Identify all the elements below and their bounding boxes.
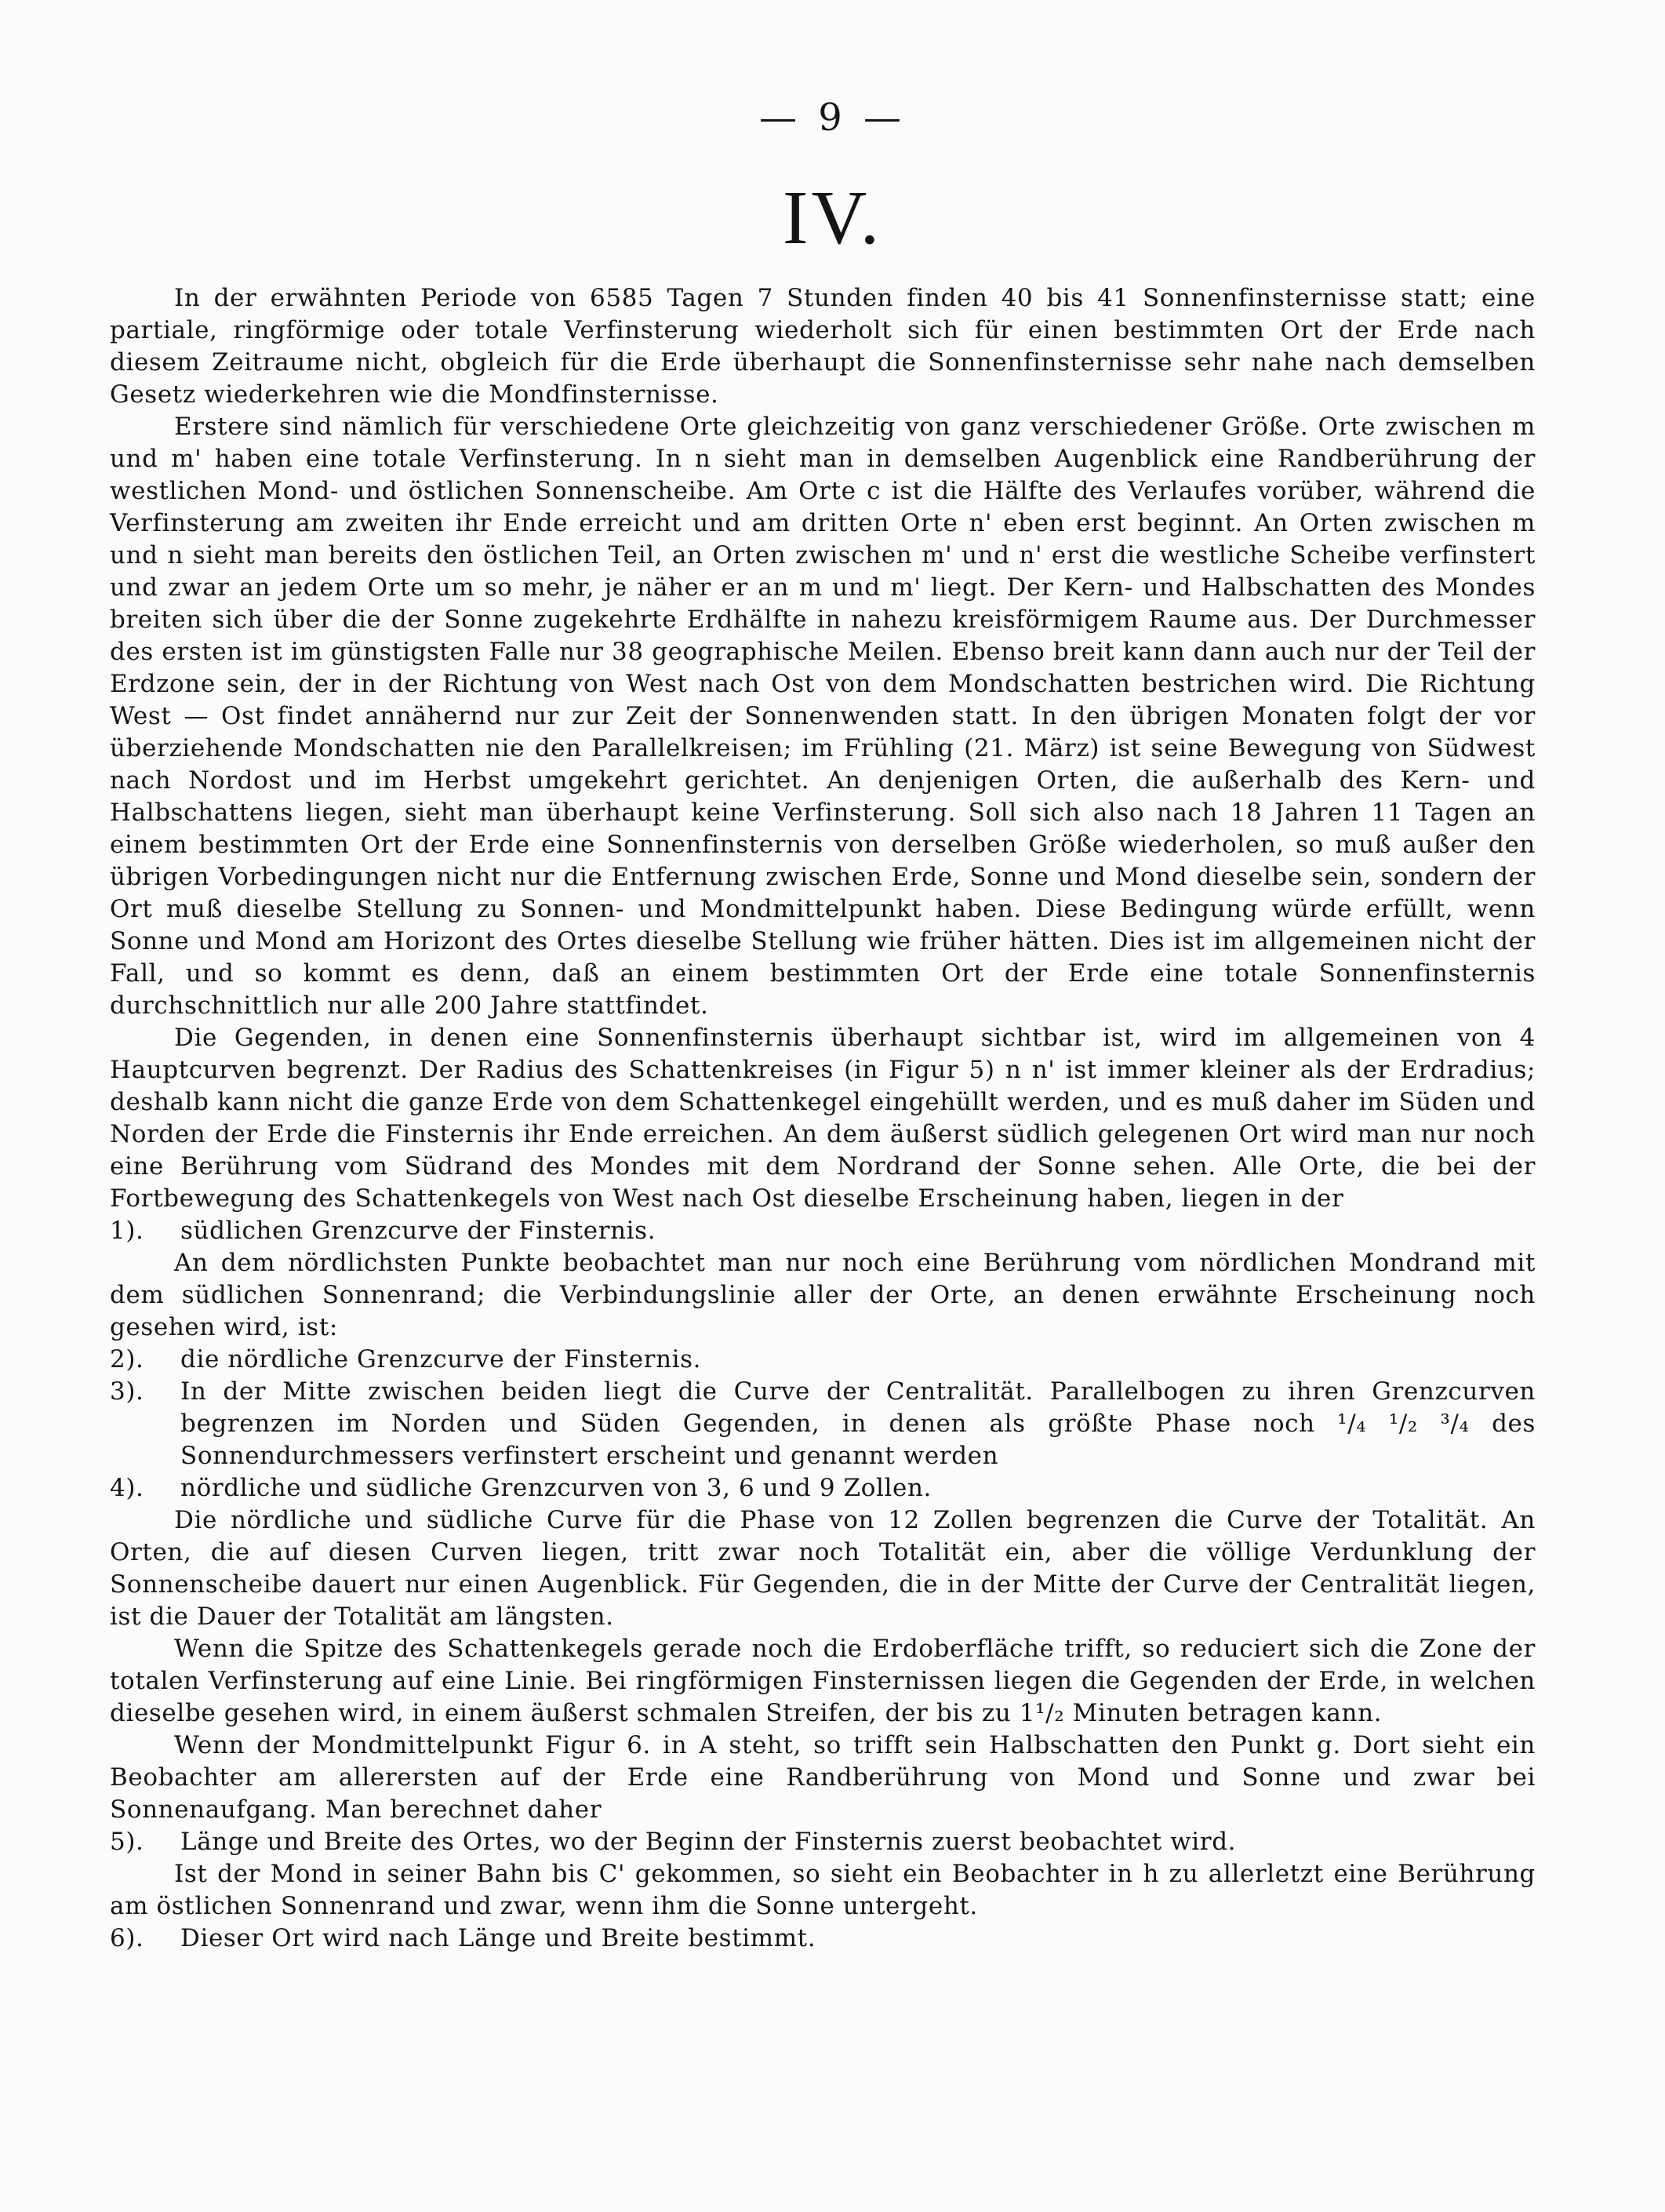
list-item bbox=[110, 1344, 1536, 1376]
list-item-number: 5). bbox=[110, 1828, 144, 1856]
list-item bbox=[110, 1376, 1536, 1472]
list-item-text: die nördliche Grenzcurve der Finsternis. bbox=[180, 1345, 702, 1373]
page-number: — 9 — bbox=[758, 96, 907, 140]
paragraph: Erstere sind nämlich für verschiedene Orte gleichzeitig von ganz verschiedener Größe. Orte zwischen m und m' haben eine totale Verfinsterung. In n sieht man in demselben Augenblick eine Randberührung der westlichen Mond- und östlichen Sonnenscheibe. Am Orte c ist die Hälfte des Verlaufes vorüber, während die Verfinsterung am zweiten ihr Ende erreicht und am dritten Orte n' eben erst beginnt. An Orten zwischen m und n sieht man bereits den östlichen Teil, an Orten zwischen m' und n' erst die westliche Scheibe verfinstert und zwar an jedem Orte um so mehr, je näher er an m und m' liegt. Der Kern- und Halbschatten des Mondes breiten sich über die der Sonne zugekehrte Erdhälfte in nahezu kreisförmigem Raume aus. Der Durchmesser des ersten ist im günstigsten Falle nur 38 geographische Meilen. Ebenso breit kann dann auch nur der Teil der Erdzone sein, der in der Richtung von West nach Ost von dem Mondschatten bestrichen wird. Die Richtung West — Ost findet annähernd nur zur Zeit der Sonnenwenden statt. In den übrigen Monaten folgt der vor überziehende Mondschatten nie den Parallelkreisen; im Frühling (21. März) ist seine Bewegung von Südwest nach Nordost und im Herbst umgekehrt gerichtet. An denjenigen Orten, die außerhalb des Kern- und Halbschattens liegen, sieht man überhaupt keine Verfinsterung. Soll sich also nach 18 Jahren 11 Tagen an einem bestimmten Ort der Erde eine Sonnenfinsternis von derselben Größe wiederholen, so muß außer den übrigen Vorbedingungen nicht nur die Entfernung zwischen Erde, Sonne und Mond dieselbe sein, sondern der Ort muß dieselbe Stellung zu Sonnen- und Mondmittelpunkt haben. Diese Bedingung würde erfüllt, wenn Sonne und Mond am Horizont des Ortes dieselbe Stellung wie früher hätten. Dies ist im allgemeinen nicht der Fall, und so kommt es denn, daß an einem bestimmten Ort der Erde eine totale Sonnenfinsternis durchschnittlich nur alle 200 Jahre stattfindet. bbox=[110, 413, 1536, 1020]
paragraph: Die Gegenden, in denen eine Sonnenfinsternis überhaupt sichtbar ist, wird im allgemeinen von 4 Hauptcurven begrenzt. Der Radius des Schattenkreises (in Figur 5) n n' ist immer kleiner als der Erdradius; deshalb kann nicht die ganze Erde von dem Schattenkegel eingehüllt werden, und es muß daher im Süden und Norden der Erde die Finsternis ihr Ende erreichen. An dem äußerst südlich gelegenen Ort wird man nur noch eine Berührung vom Südrand des Mondes mit dem Nordrand der Sonne sehen. Alle Orte, die bei der Fortbewegung des Schattenkegels von West nach Ost dieselbe Erscheinung haben, liegen in der bbox=[110, 1024, 1536, 1213]
list-item-text: In der Mitte zwischen beiden liegt die Curve der Centralität. Parallelbogen zu ihren Grenzcurven begrenzen im Norden und Süden Gegenden, in denen als größte Phase noch ¹/₄ ¹/₂ ³/₄ des Sonnendurchmessers verfinstert erscheint und genannt werden bbox=[180, 1377, 1536, 1470]
paragraph: Die nördliche und südliche Curve für die Phase von 12 Zollen begrenzen die Curve der Totalität. An Orten, die auf diesen Curven liegen, tritt zwar noch Totalität ein, aber die völlige Verdunklung der Sonnenscheibe dauert nur einen Augenblick. Für Gegenden, die in der Mitte der Curve der Centralität liegen, ist die Dauer der Totalität am längsten. bbox=[110, 1506, 1536, 1631]
paragraph: Wenn die Spitze des Schattenkegels gerade noch die Erdoberfläche trifft, so reduciert sich die Zone der totalen Verfinsterung auf eine Linie. Bei ringförmigen Finsternissen liegen die Gegenden der Erde, in welchen dieselbe gesehen wird, in einem äußerst schmalen Streifen, der bis zu 1¹/₂ Minuten betragen kann. bbox=[110, 1635, 1536, 1727]
paragraph: Ist der Mond in seiner Bahn bis C' gekommen, so sieht ein Beobachter in h zu allerletzt eine Berührung am östlichen Sonnenrand und zwar, wenn ihm die Sonne untergeht. bbox=[110, 1860, 1536, 1920]
section-heading: IV. bbox=[782, 176, 883, 260]
paragraph: In der erwähnten Periode von 6585 Tagen 7 Stunden finden 40 bis 41 Sonnenfinsternisse statt; eine partiale, ringförmige oder totale Verfinsterung wiederholt sich für einen bestimmten Ort der Erde nach diesem Zeitraume nicht, obgleich für die Erde überhaupt die Sonnenfinsternisse sehr nahe nach demselben Gesetz wiederkehren wie die Mondfinsternisse. bbox=[110, 284, 1536, 409]
list-item-number: 4). bbox=[110, 1474, 144, 1502]
list-item-text: Länge und Breite des Ortes, wo der Beginn der Finsternis zuerst beobachtet wird. bbox=[180, 1828, 1237, 1856]
list-item-text: Dieser Ort wird nach Länge und Breite bestimmt. bbox=[180, 1924, 816, 1952]
list-item-text: südlichen Grenzcurve der Finsternis. bbox=[180, 1217, 656, 1245]
list-item bbox=[110, 1472, 1536, 1504]
list-item-number: 1). bbox=[110, 1217, 144, 1245]
list-item bbox=[110, 1923, 1536, 1955]
paragraph: Wenn der Mondmittelpunkt Figur 6. in A steht, so trifft sein Halbschatten den Punkt g. Dort sieht ein Beobachter am allerersten auf der Erde eine Randberührung von Mond und Sonne und zwar bei Sonnenaufgang. Man berechnet daher bbox=[110, 1731, 1536, 1824]
list-item-text: nördliche und südliche Grenzcurven von 3, 6 und 9 Zollen. bbox=[180, 1474, 932, 1502]
paragraph: An dem nördlichsten Punkte beobachtet man nur noch eine Berührung vom nördlichen Mondrand mit dem südlichen Sonnenrand; die Verbindungslinie aller der Orte, an denen erwähnte Erscheinung noch gesehen wird, ist: bbox=[110, 1249, 1536, 1341]
list-item bbox=[110, 1215, 1536, 1247]
list-item bbox=[110, 1826, 1536, 1858]
list-item-number: 3). bbox=[110, 1377, 144, 1406]
list-item-number: 6). bbox=[110, 1924, 144, 1952]
body-text bbox=[110, 282, 1536, 1955]
list-item-number: 2). bbox=[110, 1345, 144, 1373]
